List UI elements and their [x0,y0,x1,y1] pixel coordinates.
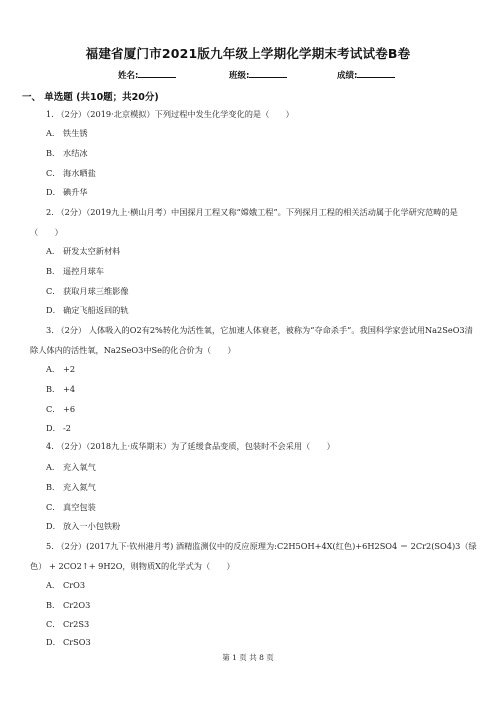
option-letter: D． [46,637,61,647]
option-letter: D． [46,423,61,433]
question-3-option-d[interactable] [46,423,71,434]
option-letter: B． [46,600,61,610]
option-text: +6 [63,404,76,414]
question-3-stem: 3. （2分） 人体吸入的O2有2%转化为活性氧，它加速人体衰老，被称为“夺命杀手”。我国科学家尝试用Na2SeO3清除人体内的活性氧，Na2SeO3中Se的化合价为（ ） [30,325,473,355]
class-field[interactable] [229,69,287,81]
question-1-option-b[interactable] [46,148,88,159]
question-1-stem: 1. （2分）（2019·北京模拟）下列过程中发生化学变化的是（ ） [46,109,294,119]
score-field[interactable] [337,69,395,81]
class-label: 班级: [229,71,250,81]
question-2-option-a[interactable] [46,246,120,257]
section-heading: 一、 单选题 (共10题；共20分) [22,92,159,103]
page-number-footer: 第 1 页 共 8 页 [222,653,274,662]
class-blank[interactable] [249,77,287,78]
option-letter: B． [46,384,61,394]
option-text: 研发太空新材料 [63,246,121,256]
option-text: Cr2S3 [63,619,90,629]
question-5-option-c[interactable] [46,619,89,630]
option-letter: A． [46,462,61,472]
option-text: CrO3 [63,580,86,590]
option-text: 充入氮气 [63,482,96,492]
option-letter: C． [46,286,61,296]
question-4-option-a[interactable] [46,462,96,473]
option-letter: C． [46,168,61,178]
question-4-option-c[interactable] [46,502,96,513]
option-letter: D． [46,187,61,197]
option-text: 真空包装 [63,502,96,512]
option-letter: D． [46,305,61,315]
option-letter: A． [46,246,61,256]
question-5-stem: 5. （2分）(2017九下·钦州港月考) 酒精监测仪中的反应原理为:C2H5OH+4X(红色)+6H2SO4 ＝ 2Cr2(SO4)3（绿色） + 2CO2↑+ 9H2O，则物质X的化学式为（ ） [30,541,477,571]
option-letter: C． [46,404,61,414]
question-3-option-c[interactable] [46,404,75,415]
option-text: 碘升华 [63,187,88,197]
name-blank[interactable] [138,77,176,78]
option-text: 铁生锈 [63,128,88,138]
option-text: 充入氧气 [63,462,96,472]
option-letter: B． [46,148,61,158]
question-1-option-a[interactable] [46,128,88,139]
option-text: +2 [63,364,76,374]
option-text: 遥控月球车 [63,266,104,276]
question-1-option-c[interactable] [46,168,96,179]
name-field[interactable] [118,69,176,81]
option-text: 获取月球三维影像 [63,286,129,296]
question-2-option-b[interactable] [46,266,104,277]
option-text: 放入一小包铁粉 [63,521,121,531]
option-text: 海水晒盐 [63,168,96,178]
question-5-option-a[interactable] [46,580,85,591]
option-text: CrSO3 [63,637,91,647]
score-blank[interactable] [357,77,395,78]
option-letter: C． [46,502,61,512]
question-4-option-b[interactable] [46,482,96,493]
question-1-option-d[interactable] [46,187,88,198]
student-info-row [0,69,496,83]
option-letter: A． [46,364,61,374]
page-title: 福建省厦门市2021版九年级上学期化学期末考试试卷B卷 [85,46,411,61]
question-4-stem: 4. （2分）（2018九上·成华期末）为了延缓食品变质，包装时不会采用（ ） [46,441,335,451]
option-letter: B． [46,266,61,276]
option-letter: D． [46,521,61,531]
question-3-option-a[interactable] [46,364,75,375]
option-text: Cr2O3 [63,600,91,610]
option-letter: A． [46,128,61,138]
question-5-option-d[interactable] [46,637,91,648]
option-letter: B． [46,482,61,492]
question-2-option-d[interactable] [46,305,129,316]
question-2-stem: 2. （2分）（2019九上·横山月考）中国探月工程又称“嫦娥工程”。下列探月工程的相关活动属于化学研究范畴的是（ ） [30,207,458,237]
question-4-option-d[interactable] [46,521,120,532]
question-5-option-b[interactable] [46,600,90,611]
question-2-option-c[interactable] [46,286,129,297]
option-text: +4 [63,384,76,394]
option-letter: A． [46,580,61,590]
name-label: 姓名: [118,71,139,81]
question-3-option-b[interactable] [46,384,75,395]
option-text: 水结冰 [63,148,88,158]
score-label: 成绩: [337,71,358,81]
option-text: -2 [63,423,71,433]
option-letter: C． [46,619,61,629]
option-text: 确定飞船返回的轨 [63,305,129,315]
